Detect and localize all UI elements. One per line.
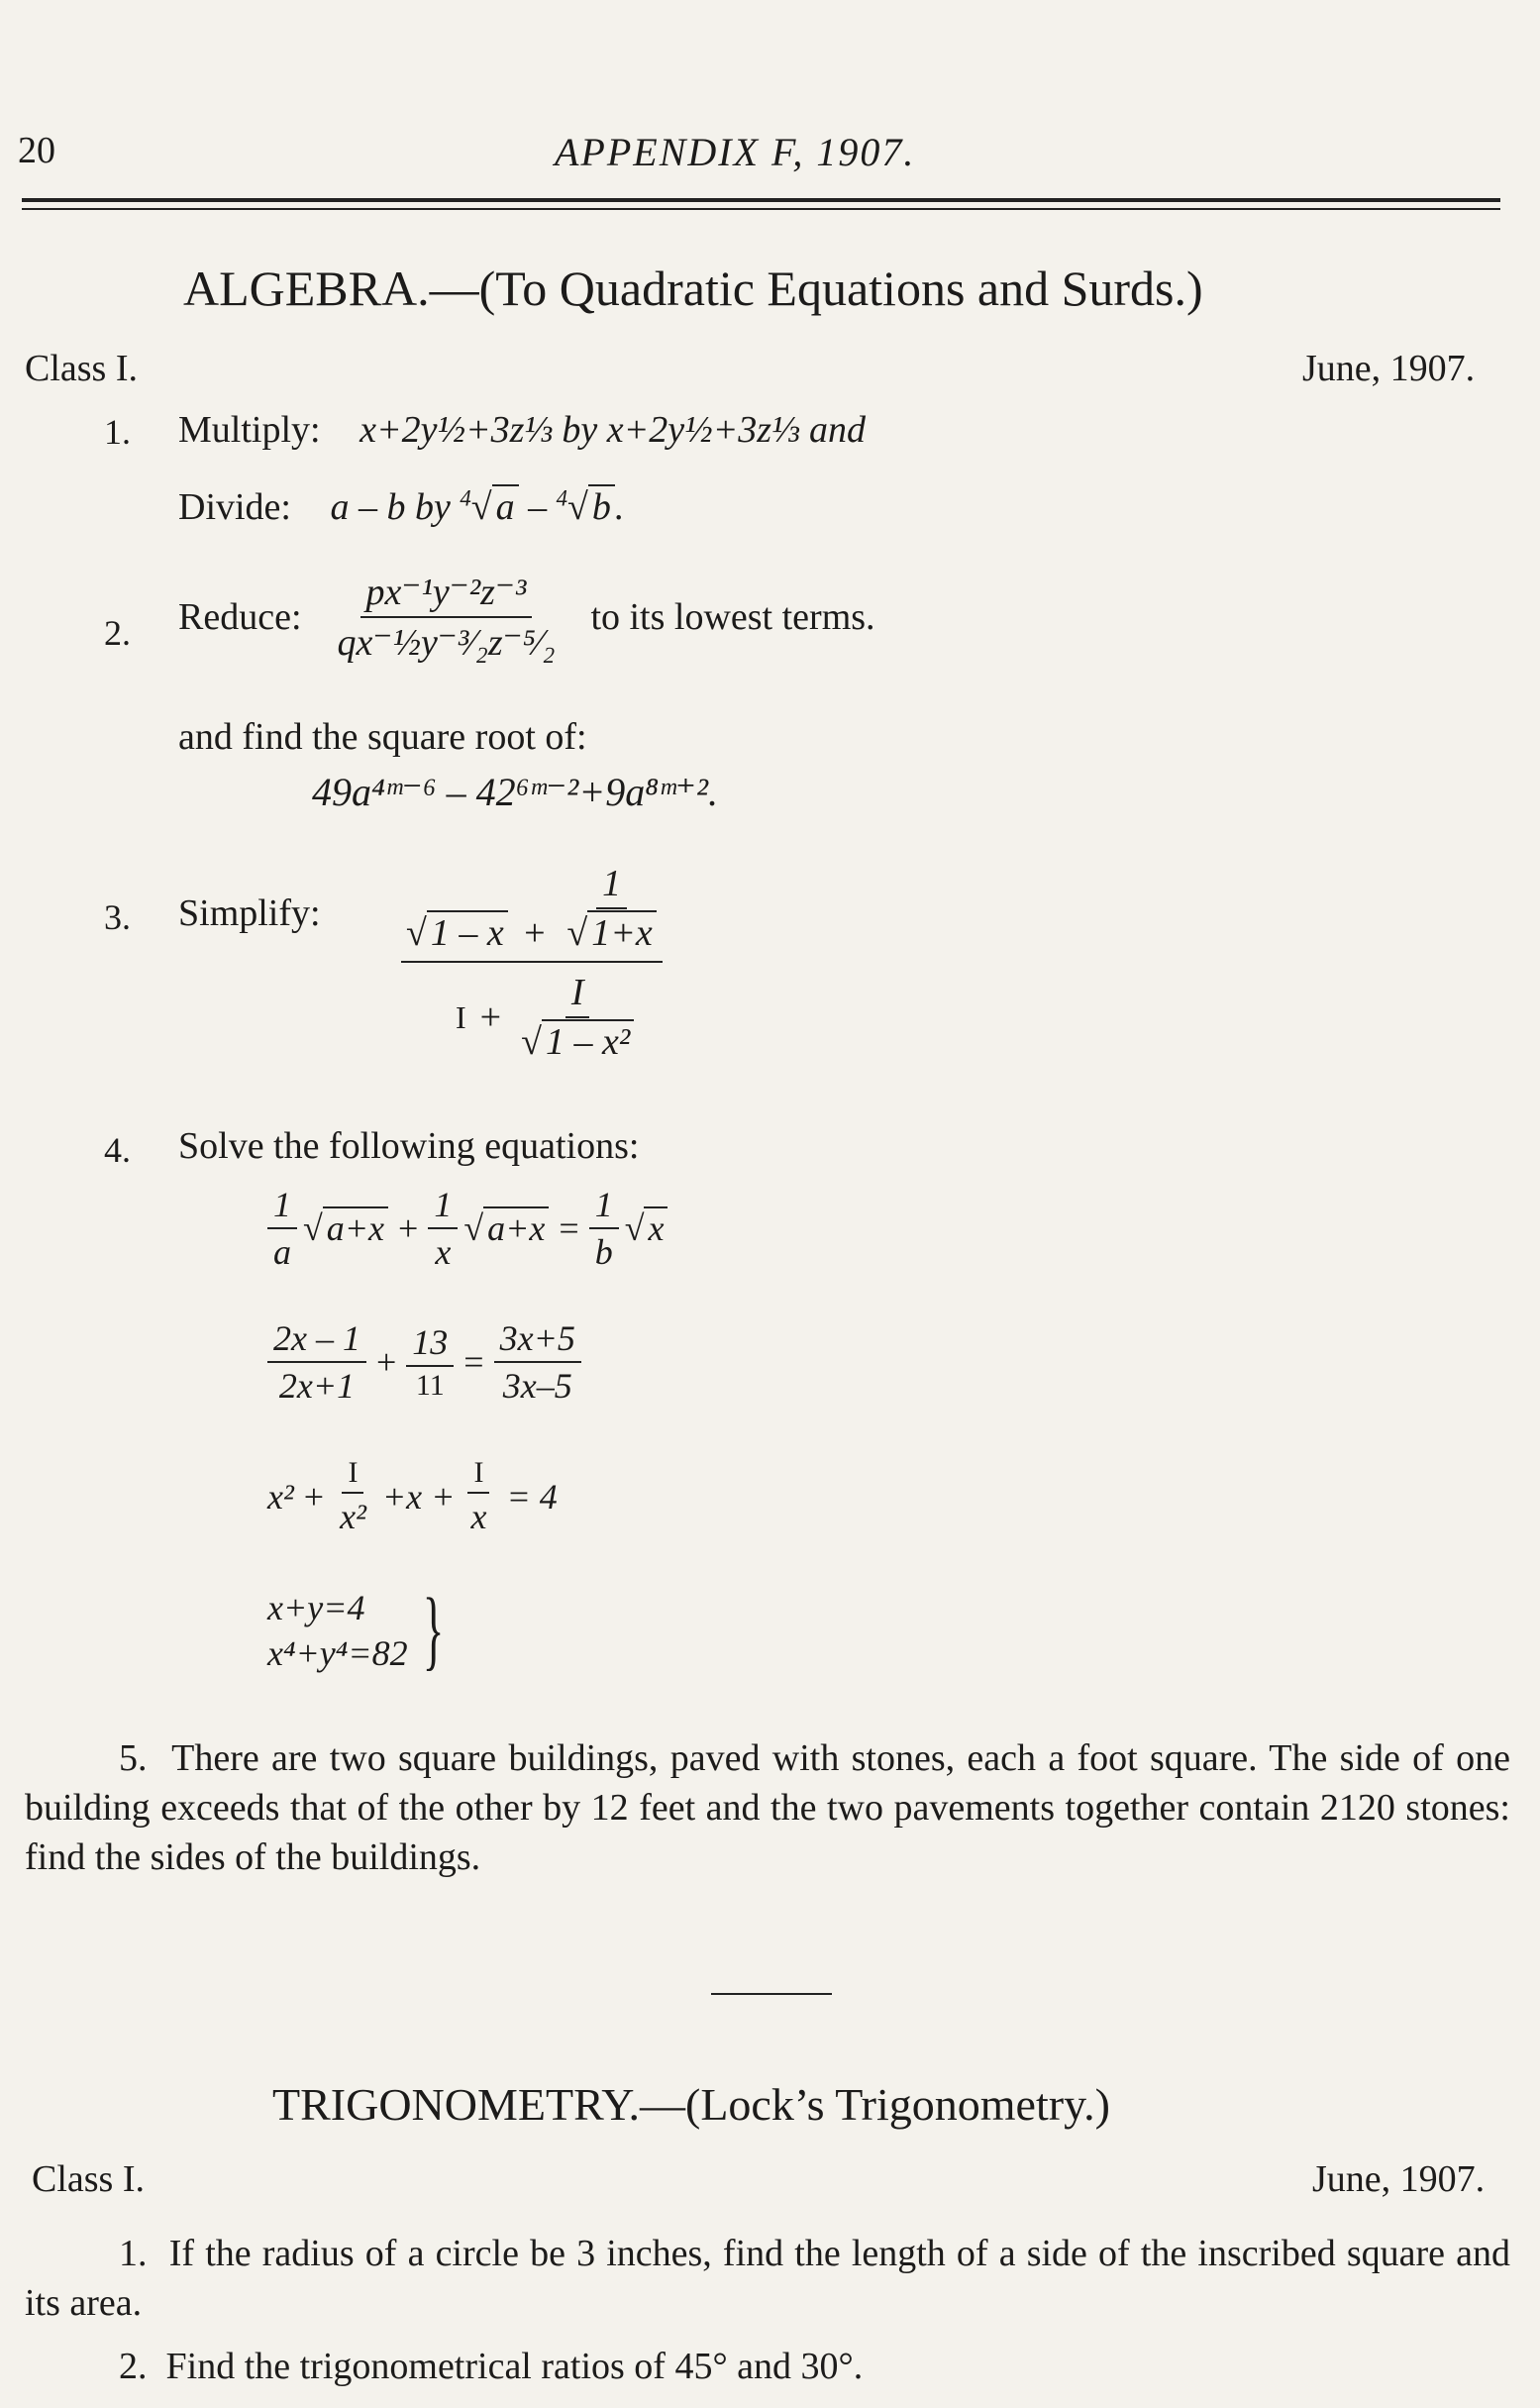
q2-denominator: qx⁻½y⁻³⁄₂z⁻⁵⁄₂ bbox=[337, 622, 556, 664]
q1-expr-part-a: a – b by bbox=[330, 486, 461, 528]
q1-radicand-a: a bbox=[492, 484, 519, 528]
eq2-den-2: 11 bbox=[415, 1369, 445, 1402]
eq1-radicand-3: x bbox=[644, 1206, 667, 1248]
trig-q1-paragraph bbox=[25, 2229, 1510, 2328]
q2-expression: 49a⁴ᵐ⁻⁶ – 42⁶ᵐ⁻²+9a⁸ᵐ⁺². bbox=[312, 770, 718, 814]
q4-equation-3: x² + $\frac{I}{\text{x²}}$ +x + $\frac{I}{x}$ = 4 bbox=[267, 1456, 558, 1536]
eq1-num-2: 1 bbox=[428, 1184, 458, 1229]
q1-number: 1. bbox=[104, 412, 131, 452]
q1-divide bbox=[178, 485, 624, 529]
eq1-den-b: b bbox=[594, 1232, 613, 1272]
q1-expr-period: . bbox=[614, 486, 625, 528]
q2-line2: and find the square root of: bbox=[178, 716, 587, 758]
eq3-mid: +x + bbox=[381, 1477, 456, 1517]
eq1-radicand-2: a+x bbox=[483, 1206, 549, 1248]
q1-label: Multiply: bbox=[178, 409, 321, 451]
running-title: APPENDIX F, 1907. bbox=[555, 130, 916, 174]
q3-inner-fraction-2: $\frac{I}{\text{√ 1 – x²}}$ bbox=[515, 971, 640, 1064]
eq2-den-3: 3x–5 bbox=[502, 1366, 572, 1406]
eq2-num-1: 2x – 1 bbox=[267, 1317, 366, 1363]
q1-radicand-b: b bbox=[588, 484, 615, 528]
q3-numerator: √ 1 – x + $\frac{1}{√ 1+x}$ bbox=[401, 862, 663, 963]
q4-equation-4 bbox=[267, 1581, 455, 1679]
page-number: 20 bbox=[18, 130, 55, 171]
trig-q2 bbox=[119, 2345, 863, 2388]
eq4-line-1: x+y=4 bbox=[267, 1588, 365, 1627]
q3-label: Simplify: bbox=[178, 892, 321, 934]
trig-q1-text: If the radius of a circle be 3 inches, find the length of a side of the inscribed square and its area. bbox=[25, 2233, 1511, 2324]
q3-radicand-2: 1+x bbox=[587, 910, 657, 954]
eq1-radicand-1: a+x bbox=[323, 1206, 388, 1248]
q2-fraction bbox=[332, 570, 562, 665]
eq3-den-2: x bbox=[470, 1497, 487, 1536]
q1-divide-expression: a – b by $^4$√ a – $^4$√ b . bbox=[330, 485, 625, 528]
q2-tail: to its lowest terms. bbox=[590, 596, 875, 638]
eq1-den-x: x bbox=[435, 1232, 452, 1272]
eq3-den-1: x² bbox=[340, 1497, 366, 1536]
q3-denominator: I + $\frac{I}{\text{√ 1 – x²}}$ bbox=[401, 963, 663, 1064]
eq1-den-a: a bbox=[273, 1232, 291, 1272]
trig-heading: TRIGONOMETRY.—(Lock’s Trigonometry.) bbox=[272, 2079, 1110, 2130]
q4-equation-2: $\frac{2x - 1}{2x+1}$ + $\frac{13}{11}$ = $\frac{3x+5}{3x-5}$ bbox=[267, 1317, 581, 1407]
eq3-rhs: = 4 bbox=[506, 1477, 558, 1517]
eq4-line-2: x⁴+y⁴=82 bbox=[267, 1633, 408, 1673]
eq1-num-1: 1 bbox=[267, 1184, 297, 1229]
trig-q2-number: 2. bbox=[119, 2346, 148, 2387]
q3-number: 3. bbox=[104, 897, 131, 937]
q3-radicand-3: 1 – x² bbox=[542, 1019, 634, 1063]
q2-number: 2. bbox=[104, 613, 131, 653]
algebra-class-label: Class I. bbox=[25, 348, 138, 389]
q4-number: 4. bbox=[104, 1130, 131, 1170]
q3-inner-num-2: I bbox=[565, 971, 590, 1018]
q3-radicand-1: 1 – x bbox=[427, 910, 508, 954]
trig-date: June, 1907. bbox=[1312, 2158, 1486, 2200]
eq3-term-1: x² bbox=[267, 1477, 294, 1517]
eq2-den-1: 2x+1 bbox=[278, 1366, 356, 1406]
q3-expression bbox=[401, 862, 663, 1064]
q1-multiply bbox=[178, 408, 866, 452]
trig-q1-number: 1. bbox=[119, 2233, 148, 2274]
header-rule-thin bbox=[22, 208, 1500, 210]
q1-expr-minus: – bbox=[518, 486, 557, 528]
q2-label: Reduce: bbox=[178, 596, 302, 638]
eq2-num-2: 13 bbox=[406, 1321, 454, 1367]
q2-reduce bbox=[178, 570, 875, 665]
algebra-heading: ALGEBRA.—(To Quadratic Equations and Surds.) bbox=[183, 261, 1203, 316]
eq1-num-3: 1 bbox=[589, 1184, 619, 1229]
q2-numerator: px⁻¹y⁻²z⁻³ bbox=[360, 570, 533, 618]
q1-divide-label: Divide: bbox=[178, 486, 291, 528]
algebra-date: June, 1907. bbox=[1302, 348, 1476, 389]
q5-number: 5. bbox=[119, 1737, 148, 1779]
q3-inner-fraction-1: $\frac{1}{√ 1+x}$ bbox=[561, 862, 662, 955]
eq2-num-3: 3x+5 bbox=[494, 1317, 581, 1363]
eq4-brace: } bbox=[422, 1581, 444, 1679]
eq3-num-1: I bbox=[342, 1456, 363, 1494]
q4-label: Solve the following equations: bbox=[178, 1125, 640, 1167]
section-separator bbox=[711, 1993, 832, 1995]
q4-equation-1: $\frac{1}{a}$ √ a+x + $\frac{1}{x}$ √ a+x = $\frac{1}{b}$ √ x bbox=[267, 1184, 667, 1273]
q3-inner-num-1: 1 bbox=[596, 862, 627, 909]
eq3-num-2: I bbox=[467, 1456, 489, 1494]
trig-class-label: Class I. bbox=[32, 2158, 145, 2200]
q1-expression: x+2y½+3z⅓ by x+2y½+3z⅓ and bbox=[359, 409, 867, 451]
header-rule-thick bbox=[22, 198, 1500, 202]
trig-q2-text: Find the trigonometrical ratios of 45° and 30°. bbox=[165, 2346, 864, 2387]
q5-paragraph bbox=[25, 1733, 1510, 1882]
q5-text: There are two square buildings, paved with stones, each a foot square. The side of one building exceeds that of the other by 12 feet and the two pavements together contain 2120 stones: find the sides of the buildings. bbox=[25, 1737, 1511, 1878]
